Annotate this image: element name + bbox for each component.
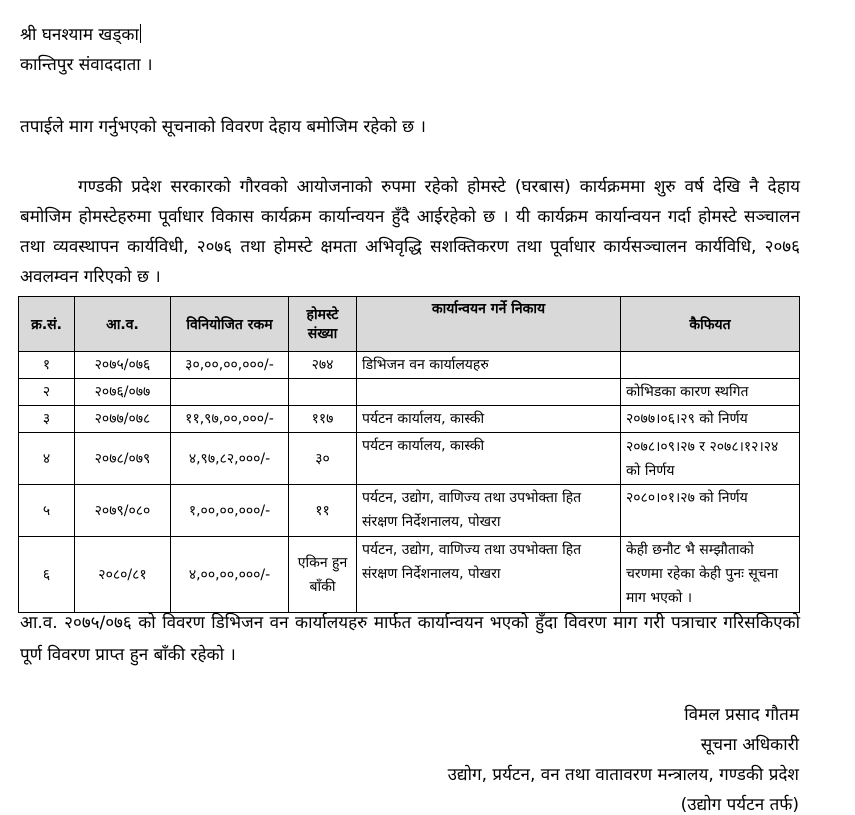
cell-fiscal-year: २०७७/०७८ — [75, 406, 171, 433]
table-row — [19, 352, 800, 379]
header-remarks: कैफियत — [621, 297, 800, 352]
recipient-name: श्री घनश्याम खड्का — [20, 25, 139, 45]
cell-fiscal-year: २०७९/०८० — [75, 485, 171, 537]
table-row — [19, 433, 800, 485]
intro-text: तपाईले माग गर्नुभएको सूचनाको विवरण देहाय बमोजिम रहेको छ । — [20, 117, 426, 137]
signatory-division: (उद्योग पर्यटन तर्फ) — [680, 795, 799, 815]
cell-remarks: केही छनौट भै सम्झौताको चरणमा रहेका केही पुनः सूचना माग भएको । — [621, 537, 800, 613]
cell-sn: ४ — [19, 433, 75, 485]
cell-sn: १ — [19, 352, 75, 379]
cell-homestays — [289, 379, 357, 406]
table-header-row — [19, 297, 800, 352]
homestay-program-table — [18, 296, 800, 613]
signatory-office: उद्योग, प्रर्यटन, वन तथा वातावरण मन्त्रालय, गण्डकी प्रदेश — [447, 765, 799, 785]
body-paragraph — [20, 172, 800, 292]
recipient-name-line — [20, 22, 141, 45]
cell-sn: ५ — [19, 485, 75, 537]
cell-remarks: २०७७।०६।२९ को निर्णय — [621, 406, 800, 433]
closing-paragraph: आ.व. २०७५/०७६ को विवरण डिभिजन वन कार्यालयहरु मार्फत कार्यान्वयन भएको हुँदा विवरण माग गरी पत्राचार गरिसकिएको पूर्ण विवरण प्राप्त हुन बाँकी रहेको । — [20, 613, 800, 665]
signatory-name: विमल प्रसाद गौतम — [684, 705, 799, 725]
text-cursor — [140, 24, 141, 43]
header-agency: कार्यान्वयन गर्ने निकाय — [357, 297, 621, 352]
cell-remarks: २०८०।०१।२७ को निर्णय — [621, 485, 800, 537]
cell-amount: ४,९७,८२,०००/- — [171, 433, 289, 485]
cell-fiscal-year: २०७८/०७९ — [75, 433, 171, 485]
body-paragraph-text: गण्डकी प्रदेश सरकारको गौरवको आयोजनाको रुपमा रहेको होमस्टे (घरबास) कार्यक्रममा शुरु वर्ष देखि नै देहाय बमोजिम होमस्टेहरुमा पूर्वाधार विकास कार्यक्रम कार्यान्वयन हुँदै आईरहेको छ । यी कार्यक्रम कार्यान्वयन गर्दा होमस्टे सञ्चालन तथा व्यवस्थापन कार्यविधी, २०७६ तथा होमस्टे क्षमता अभिवृद्धि सशक्तिकरण तथा पूर्वाधार कार्यसञ्चालन कार्यविधि, २०७६ अवलम्वन गरिएको छ । — [20, 177, 800, 287]
cell-fiscal-year: २०७६/०७७ — [75, 379, 171, 406]
cell-remarks — [621, 352, 800, 379]
cell-homestays: ३० — [289, 433, 357, 485]
cell-fiscal-year: २०८०/८१ — [75, 537, 171, 613]
cell-agency: पर्यटन कार्यालय, कास्की — [357, 433, 621, 485]
cell-remarks: २०७८।०९।२७ र २०७८।१२।२४ को निर्णय — [621, 433, 800, 485]
table-row — [19, 406, 800, 433]
header-sn: क्र.सं. — [19, 297, 75, 352]
cell-amount: ३०,००,००,०००/- — [171, 352, 289, 379]
table-row — [19, 537, 800, 613]
cell-agency: पर्यटन, उद्योग, वाणिज्य तथा उपभोक्ता हित संरक्षण निर्देशनालय, पोखरा — [357, 485, 621, 537]
cell-agency: पर्यटन कार्यालय, कास्की — [357, 406, 621, 433]
header-homestays: होमस्टे संख्या — [289, 297, 357, 352]
header-fiscal-year: आ.व. — [75, 297, 171, 352]
cell-agency: पर्यटन, उद्योग, वाणिज्य तथा उपभोक्ता हित संरक्षण निर्देशनालय, पोखरा — [357, 537, 621, 613]
cell-sn: २ — [19, 379, 75, 406]
cell-amount — [171, 379, 289, 406]
cell-homestays: ११ — [289, 485, 357, 537]
recipient-designation: कान्तिपुर संवाददाता । — [20, 55, 153, 75]
cell-homestays: ११७ — [289, 406, 357, 433]
signatory-title: सूचना अधिकारी — [700, 735, 799, 755]
cell-amount: १,००,००,०००/- — [171, 485, 289, 537]
cell-remarks: कोभिडका कारण स्थगित — [621, 379, 800, 406]
cell-agency: डिभिजन वन कार्यालयहरु — [357, 352, 621, 379]
cell-homestays: २७४ — [289, 352, 357, 379]
cell-sn: ६ — [19, 537, 75, 613]
cell-amount: ४,००,००,०००/- — [171, 537, 289, 613]
cell-sn: ३ — [19, 406, 75, 433]
cell-amount: ११,९७,००,०००/- — [171, 406, 289, 433]
cell-agency — [357, 379, 621, 406]
table-row — [19, 485, 800, 537]
header-amount: विनियोजित रकम — [171, 297, 289, 352]
cell-fiscal-year: २०७५/०७६ — [75, 352, 171, 379]
cell-homestays: एकिन हुन बाँकी — [289, 537, 357, 613]
table-row — [19, 379, 800, 406]
